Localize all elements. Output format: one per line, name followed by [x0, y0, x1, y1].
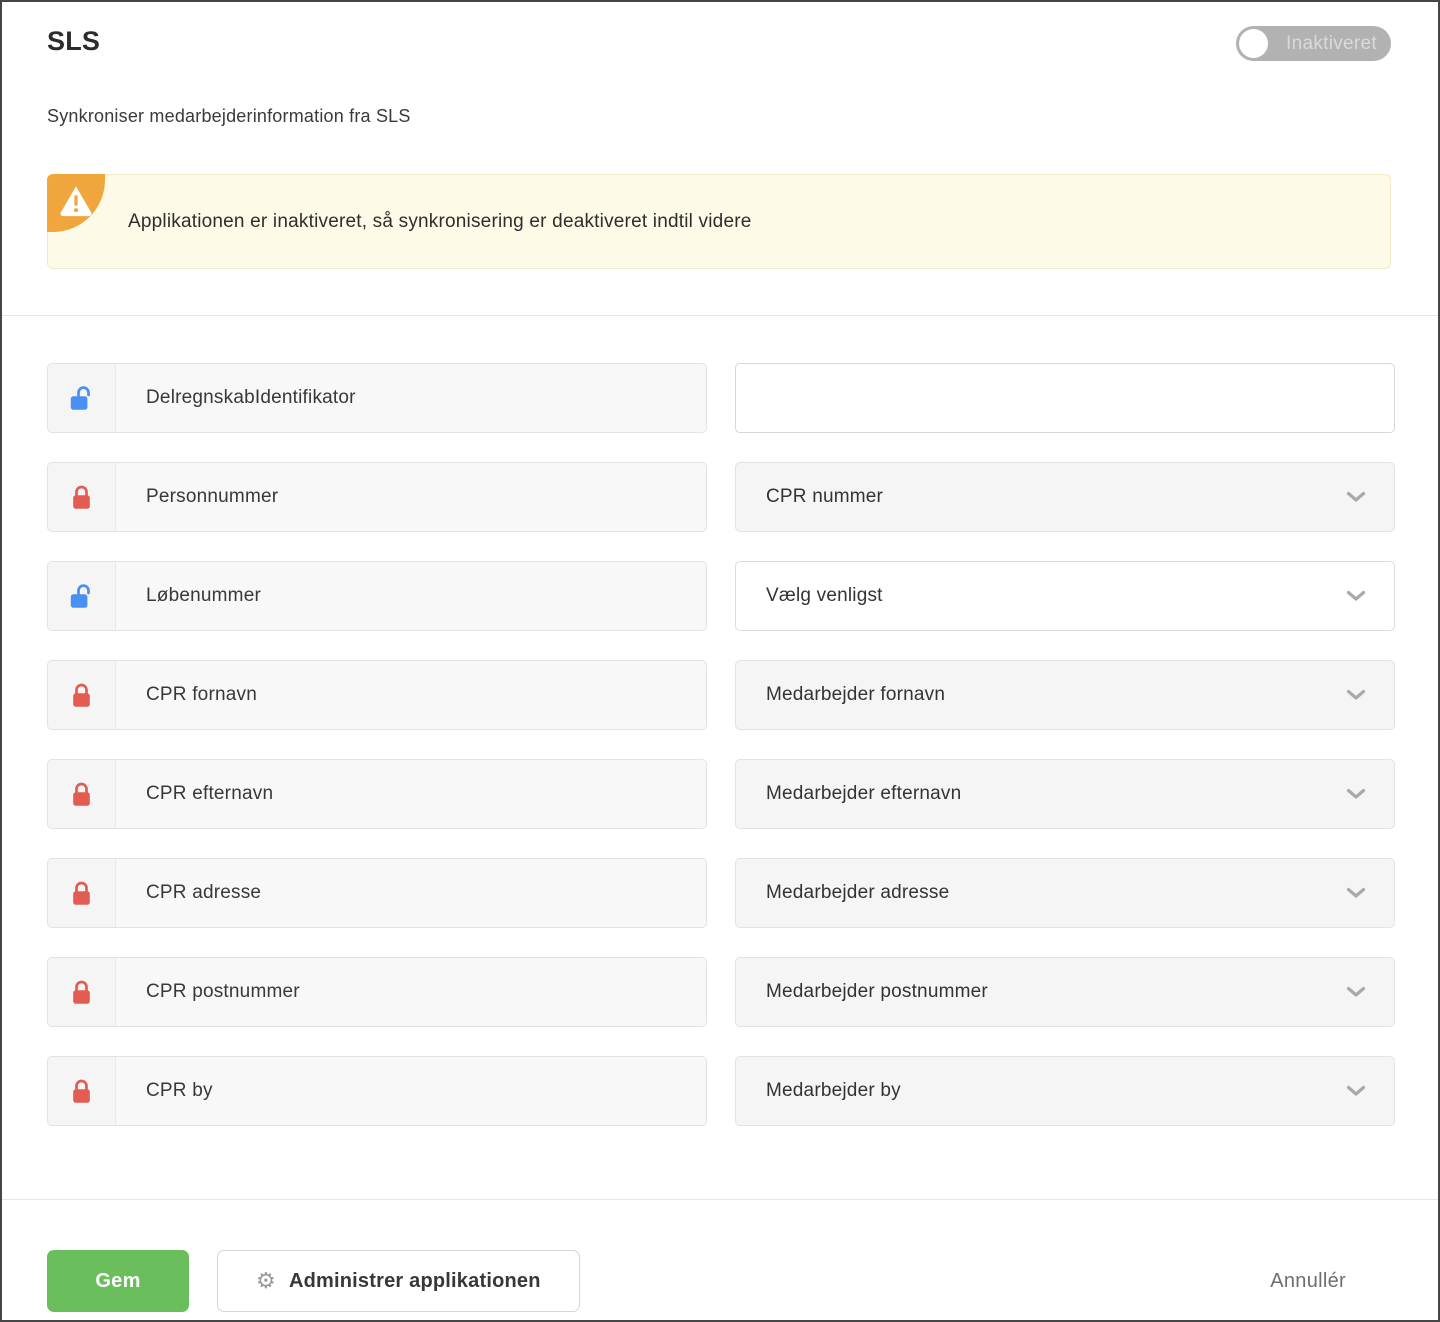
chevron-down-icon — [1346, 1085, 1366, 1097]
target-input[interactable] — [735, 363, 1395, 433]
target-cell — [735, 561, 1395, 631]
chevron-down-icon — [1346, 491, 1366, 503]
active-toggle[interactable] — [1236, 26, 1391, 61]
lock-open-icon — [69, 385, 95, 412]
save-button[interactable]: Gem — [47, 1250, 189, 1312]
chevron-down-icon — [1346, 887, 1366, 899]
dropdown-value: Vælg venligst — [766, 585, 883, 606]
lock-cell — [48, 562, 116, 630]
mapping-grid — [47, 363, 1391, 1126]
source-field-chip — [47, 660, 707, 730]
field-label: Personnummer — [146, 486, 279, 507]
page-title: SLS — [47, 26, 101, 56]
field-label: Løbenummer — [146, 585, 261, 606]
warning-message: Applikationen er inaktiveret, så synkronisering er deaktiveret indtil videre — [128, 210, 752, 232]
target-dropdown[interactable] — [735, 759, 1395, 829]
lock-closed-icon — [70, 682, 93, 709]
manage-application-button[interactable] — [217, 1250, 580, 1312]
field-label: CPR efternavn — [146, 783, 274, 804]
source-field-chip — [47, 462, 707, 532]
dropdown-value: Medarbejder by — [766, 1080, 901, 1101]
source-field-chip — [47, 1056, 707, 1126]
lock-cell — [48, 760, 116, 828]
field-label: CPR by — [146, 1080, 213, 1101]
footer — [47, 1200, 1391, 1312]
source-field-chip — [47, 858, 707, 928]
source-field-chip — [47, 759, 707, 829]
lock-closed-icon — [70, 484, 93, 511]
lock-cell — [48, 958, 116, 1026]
dropdown-value: Medarbejder efternavn — [766, 783, 962, 804]
lock-cell — [48, 1057, 116, 1125]
toggle-knob-icon — [1239, 29, 1268, 58]
lock-cell — [48, 364, 116, 432]
header-divider — [2, 315, 1438, 316]
gear-icon: ⚙ — [256, 1268, 276, 1293]
lock-closed-icon — [70, 979, 93, 1006]
dropdown-value: CPR nummer — [766, 486, 884, 507]
chevron-down-icon — [1346, 590, 1366, 602]
field-label: CPR postnummer — [146, 981, 300, 1002]
source-field-chip — [47, 957, 707, 1027]
warning-banner — [47, 174, 1391, 269]
chevron-down-icon — [1346, 788, 1366, 800]
dropdown-value: Medarbejder fornavn — [766, 684, 946, 705]
lock-cell — [48, 661, 116, 729]
lock-closed-icon — [70, 1078, 93, 1105]
lock-open-icon — [69, 583, 95, 610]
lock-closed-icon — [70, 880, 93, 907]
target-cell — [735, 462, 1395, 532]
target-cell — [735, 957, 1395, 1027]
target-dropdown[interactable] — [735, 462, 1395, 532]
warning-badge — [47, 174, 105, 232]
manage-application-label: Administrer applikationen — [288, 1269, 541, 1292]
target-dropdown[interactable] — [735, 957, 1395, 1027]
source-field-chip — [47, 561, 707, 631]
lock-closed-icon — [70, 781, 93, 808]
page-subtitle: Synkroniser medarbejderinformation fra SLS — [47, 106, 411, 126]
toggle-label: Inaktiveret — [1286, 32, 1377, 54]
target-dropdown[interactable] — [735, 1056, 1395, 1126]
field-label: DelregnskabIdentifikator — [146, 387, 356, 408]
target-cell — [735, 858, 1395, 928]
dropdown-value: Medarbejder postnummer — [766, 981, 988, 1002]
source-field-chip — [47, 363, 707, 433]
target-cell — [735, 363, 1395, 433]
dropdown-value: Medarbejder adresse — [766, 882, 950, 903]
warning-triangle-icon — [58, 184, 94, 218]
field-label: CPR adresse — [146, 882, 262, 903]
lock-cell — [48, 859, 116, 927]
target-cell — [735, 660, 1395, 730]
chevron-down-icon — [1346, 689, 1366, 701]
target-cell — [735, 759, 1395, 829]
target-dropdown[interactable] — [735, 561, 1395, 631]
target-dropdown[interactable] — [735, 858, 1395, 928]
header — [47, 26, 1391, 61]
chevron-down-icon — [1346, 986, 1366, 998]
lock-cell — [48, 463, 116, 531]
field-label: CPR fornavn — [146, 684, 257, 705]
cancel-link[interactable]: Annullér — [1270, 1269, 1346, 1292]
target-dropdown[interactable] — [735, 660, 1395, 730]
target-cell — [735, 1056, 1395, 1126]
